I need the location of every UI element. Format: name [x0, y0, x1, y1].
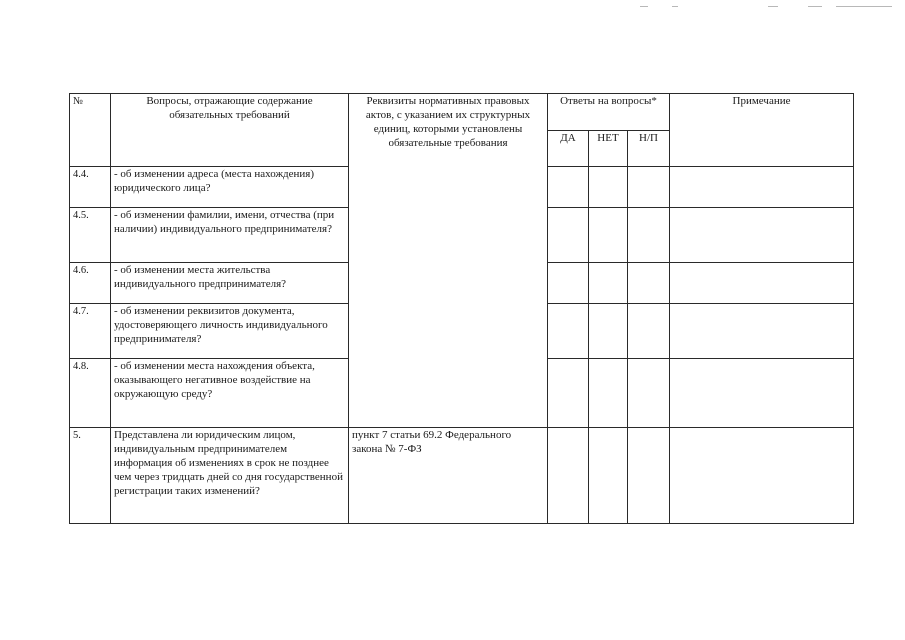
row-question: - об изменении реквизитов документа, удостоверяющего личность индивидуального предпринимателя? — [111, 304, 349, 359]
header-answer-yes: ДА — [548, 131, 589, 167]
row-number: 4.5. — [70, 208, 111, 263]
header-row — [70, 94, 854, 131]
row-question: - об изменении адреса (места нахождения) юридического лица? — [111, 167, 349, 208]
row-number: 4.8. — [70, 359, 111, 428]
header-answer-no: НЕТ — [589, 131, 628, 167]
answer-na-cell[interactable] — [628, 359, 670, 428]
scan-artifact-marks — [640, 6, 900, 10]
answer-na-cell[interactable] — [628, 428, 670, 524]
header-answers: Ответы на вопросы* — [548, 94, 670, 131]
checklist-table — [69, 93, 854, 524]
answer-no-cell[interactable] — [589, 359, 628, 428]
header-number: № — [70, 94, 111, 167]
header-note: Примечание — [670, 94, 854, 167]
row-number: 4.6. — [70, 263, 111, 304]
row-question: - об изменении фамилии, имени, отчества (при наличии) индивидуального предпринимателя? — [111, 208, 349, 263]
answer-na-cell[interactable] — [628, 208, 670, 263]
answer-no-cell[interactable] — [589, 428, 628, 524]
row-question: - об изменении места нахождения объекта, оказывающего негативное воздействие на окружающую среду? — [111, 359, 349, 428]
answer-na-cell[interactable] — [628, 263, 670, 304]
answer-yes-cell[interactable] — [548, 428, 589, 524]
note-cell[interactable] — [670, 304, 854, 359]
answer-na-cell[interactable] — [628, 167, 670, 208]
header-requisites: Реквизиты нормативных правовых актов, с указанием их структурных единиц, которыми установлены обязательные требования — [349, 94, 548, 428]
note-cell[interactable] — [670, 359, 854, 428]
answer-no-cell[interactable] — [589, 304, 628, 359]
answer-yes-cell[interactable] — [548, 167, 589, 208]
row-number: 4.4. — [70, 167, 111, 208]
row-question: - об изменении места жительства индивидуального предпринимателя? — [111, 263, 349, 304]
answer-no-cell[interactable] — [589, 208, 628, 263]
answer-yes-cell[interactable] — [548, 263, 589, 304]
answer-yes-cell[interactable] — [548, 359, 589, 428]
header-questions: Вопросы, отражающие содержание обязательных требований — [111, 94, 349, 167]
note-cell[interactable] — [670, 263, 854, 304]
header-answer-na: Н/П — [628, 131, 670, 167]
note-cell[interactable] — [670, 208, 854, 263]
row-number: 5. — [70, 428, 111, 524]
row-question: Представлена ли юридическим лицом, индивидуальным предпринимателем информация об изменениях в срок не позднее чем через тридцать дней со дня государственной регистрации таких изменений? — [111, 428, 349, 524]
answer-na-cell[interactable] — [628, 304, 670, 359]
note-cell[interactable] — [670, 428, 854, 524]
answer-yes-cell[interactable] — [548, 208, 589, 263]
answer-no-cell[interactable] — [589, 263, 628, 304]
row-requisites: пункт 7 статьи 69.2 Федерального закона № 7-ФЗ — [349, 428, 548, 524]
answer-no-cell[interactable] — [589, 167, 628, 208]
row-number: 4.7. — [70, 304, 111, 359]
table-row — [70, 428, 854, 524]
answer-yes-cell[interactable] — [548, 304, 589, 359]
note-cell[interactable] — [670, 167, 854, 208]
